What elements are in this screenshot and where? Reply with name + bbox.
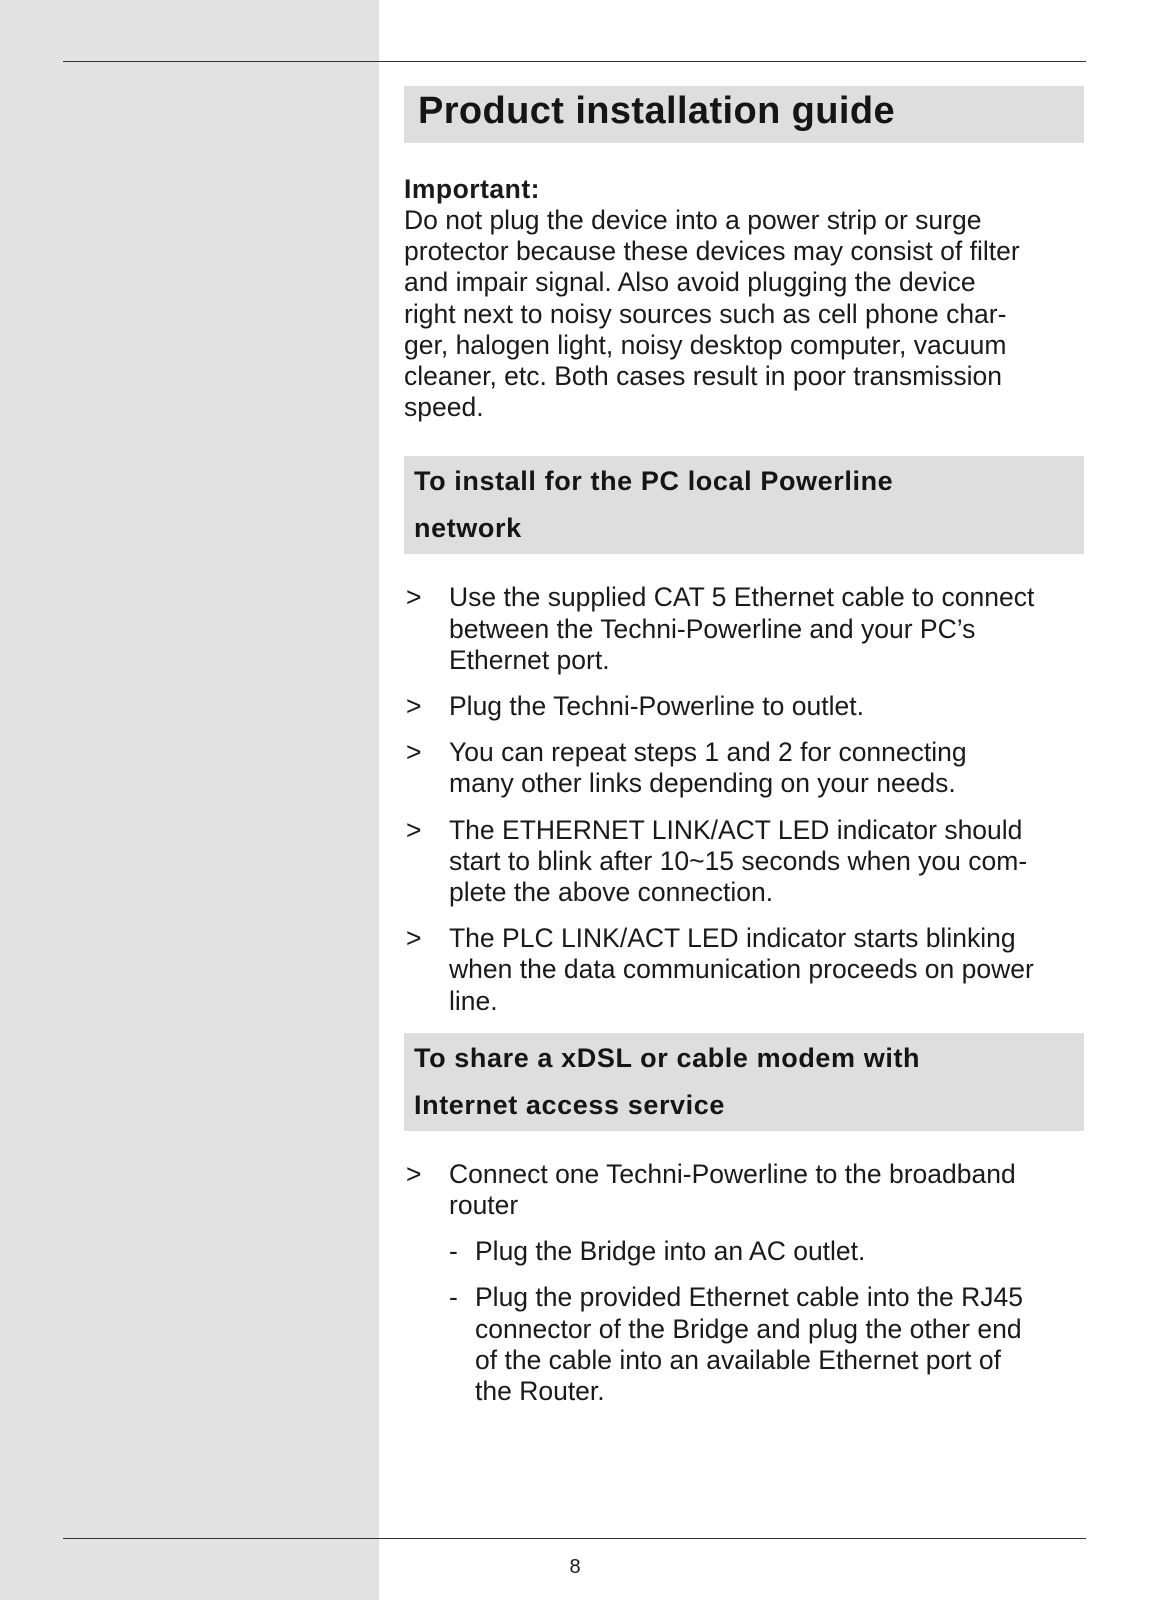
important-text: [404, 205, 1084, 423]
bullet-marker: >: [406, 691, 422, 722]
left-margin-panel: [0, 0, 379, 1600]
important-line: cleaner, etc. Both cases result in poor transmission: [404, 361, 1003, 392]
section-heading-modem-sharing: [404, 1033, 1084, 1131]
list-item: > You can repeat steps 1 and 2 for connecting many other links depending on your needs.: [406, 737, 967, 799]
page-title: Product installation guide: [418, 90, 895, 132]
pc-network-steps: [404, 582, 1084, 1016]
important-label: Important:: [404, 174, 541, 204]
section-heading-text: To share a xDSL or cable modem with Internet access service: [414, 1042, 921, 1120]
section-heading-text: To install for the PC local Powerline network: [414, 466, 894, 544]
bottom-rule: [63, 1538, 1086, 1539]
page-number: 8: [569, 1556, 581, 1578]
dash-marker: -: [449, 1282, 458, 1313]
list-item: > The ETHERNET LINK/ACT LED indicator should start to blink after 10~15 seconds when you com- plete the above connection.: [406, 814, 1028, 908]
sub-list-item: - Plug the Bridge into an AC outlet.: [449, 1236, 866, 1267]
top-rule: [63, 61, 1086, 62]
modem-sharing-steps: [404, 1159, 1084, 1407]
list-item: > The PLC LINK/ACT LED indicator starts blinking when the data communication proceeds on power line.: [406, 923, 1034, 1016]
list-item: > Use the supplied CAT 5 Ethernet cable to connect between the Techni-Powerline and your PC’s Ethernet port.: [406, 582, 1035, 675]
dash-marker: -: [449, 1236, 458, 1267]
important-notice: [404, 173, 1084, 423]
list-item: > Plug the Techni-Powerline to outlet.: [406, 691, 864, 722]
important-line: speed.: [404, 392, 484, 423]
important-line: Do not plug the device into a power strip or surge: [404, 205, 982, 235]
bullet-marker: >: [406, 582, 422, 613]
bullet-marker: >: [406, 814, 422, 845]
bullet-marker: >: [406, 1158, 422, 1189]
list-item: > Connect one Techni-Powerline to the broadband router - Plug the Bridge into an AC outlet. - Plug the provided Ethernet cable into the RJ45 connector of the Bridge and plug the other end of the cable into an available Ethernet port of the Router.: [404, 1159, 1084, 1407]
title-banner: [404, 86, 1084, 143]
page-content: [404, 86, 1084, 1422]
bullet-marker: >: [406, 923, 422, 954]
section-heading-pc-network: [404, 456, 1084, 554]
important-line: ger, halogen light, noisy desktop computer, vacuum: [404, 329, 1007, 360]
important-line: right next to noisy sources such as cell phone char-: [404, 298, 1007, 329]
sub-steps: [449, 1236, 1084, 1407]
sub-list-item: - Plug the provided Ethernet cable into the RJ45 connector of the Bridge and plug the other end of the cable into an available Ethernet port of the Router.: [449, 1282, 1024, 1407]
important-line: and impair signal. Also avoid plugging the device: [404, 267, 976, 298]
bullet-marker: >: [406, 737, 422, 768]
important-line: protector because these devices may consist of filter: [404, 236, 1020, 267]
